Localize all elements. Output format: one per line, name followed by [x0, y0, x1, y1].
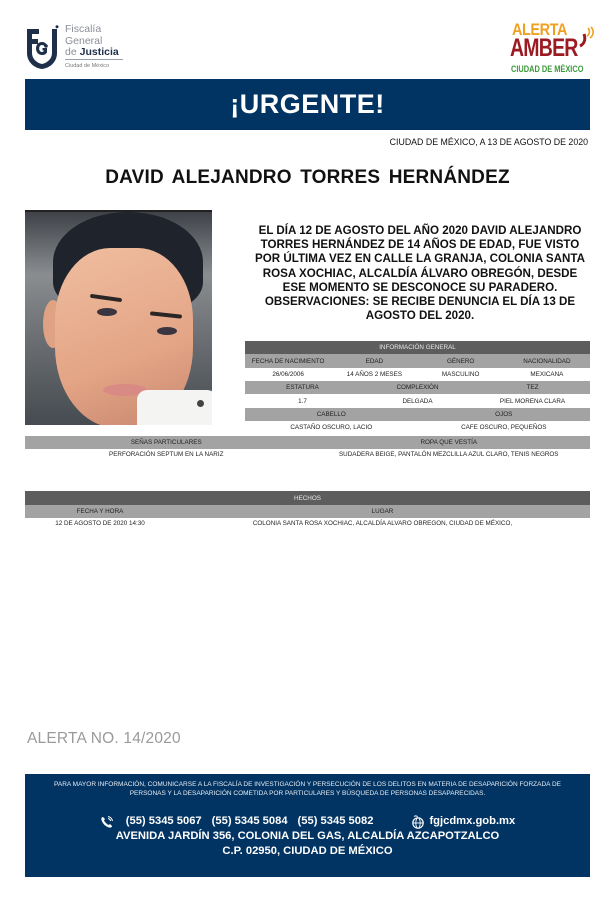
fgj-line3-bold: Justicia [79, 46, 119, 58]
info-row2-labels [245, 381, 590, 394]
label-distinguishing-marks: SEÑAS PARTICULARES [130, 439, 202, 446]
phone-icon [100, 815, 114, 829]
label-height: ESTATURA [286, 384, 319, 391]
fgj-line2: General [65, 34, 103, 47]
info-row1-labels [245, 354, 590, 368]
hechos-labels [25, 505, 590, 518]
amber-signal-icon [578, 26, 596, 48]
fgj-line1: Fiscalía [65, 23, 102, 35]
info-row4-values [25, 449, 590, 460]
fgj-shield-icon [25, 25, 59, 69]
fgj-subtitle: Ciudad de México [65, 63, 110, 69]
value-clothing: SUDADERA BEIGE, PANTALÓN MEZCLILLA AZUL CLARO, TENIS NEGROS [338, 451, 559, 458]
label-nationality: NACIONALIDAD [523, 357, 571, 365]
phone-1[interactable]: (55) 5345 5067 [125, 815, 202, 827]
value-gender: MASCULINO [441, 371, 480, 378]
value-place: COLONIA SANTA ROSA XOCHIAC, ALCALDÍA ALVARO OBREGON, CIUDAD DE MÉXICO, [252, 519, 513, 527]
case-description: EL DÍA 12 DE AGOSTO DEL AÑO 2020 DAVID ALEJANDRO TORRES HERNÁNDEZ DE 14 AÑOS DE EDAD, FUE VISTO POR ÚLTIMA VEZ EN CALLE LA GRANJA, COLONIA SANTA ROSA XOCHIAC, ALCALDÍA ÁLVARO OBREGÓN, DESDE ESE MOMENTO SE DESCONOCE SU PARADERO. OBSERVACIONES: SE RECIBE DENUNCIA EL DÍA 13 DE AGOSTO DEL 2020. [255, 224, 585, 323]
address-line1: AVENIDA JARDÍN 356, COLONIA DEL GAS, ALCALDÍA AZCAPOTZALCO [115, 830, 500, 842]
hechos-values [25, 518, 590, 528]
value-build: DELGADA [402, 397, 433, 405]
alerta-amber-logo [510, 20, 595, 78]
label-complexion: TEZ [526, 384, 539, 391]
info-general-title: INFORMACIÓN GENERAL [379, 344, 456, 351]
website-link[interactable] [383, 814, 515, 829]
phone-2[interactable]: (55) 5345 5084 [211, 815, 288, 827]
info-general-header [245, 341, 590, 354]
info-row1-values [245, 368, 590, 381]
fgj-line3 [65, 47, 119, 59]
label-place: LUGAR [371, 508, 394, 515]
value-birthdate: 26/06/2006 [272, 371, 304, 378]
value-nationality: MEXICANA [530, 371, 564, 378]
label-clothing: ROPA QUE VESTÍA [420, 439, 478, 446]
value-complexion: PIEL MORENA CLARA [499, 397, 566, 405]
footer-note: PARA MAYOR INFORMACIÓN, COMUNICARSE A LA FISCALÍA DE INVESTIGACIÓN Y PERSECUCIÓN DE LOS DELITOS EN MATERIA DE DESAPARICIÓN FORZADA DE PERSONAS Y LA DESAPARICIÓN COMETIDA POR PARTICULARES Y BÚSQUEDA DE PERSONAS DESAPARECIDAS. [54, 781, 561, 797]
contact-line [25, 814, 590, 829]
info-row4-labels [25, 436, 590, 449]
info-row2-values [245, 394, 590, 408]
contact-footer [25, 774, 590, 877]
info-row3-labels [245, 408, 590, 421]
label-hair: CABELLO [316, 411, 346, 418]
person-name: DAVID ALEJANDRO TORRES HERNÁNDEZ [105, 167, 510, 188]
label-datetime: FECHA Y HORA [76, 508, 124, 515]
label-age: EDAD [365, 357, 384, 365]
label-build: COMPLEXIÓN [396, 384, 439, 391]
banner-title: ¡URGENTE! [230, 89, 385, 119]
address-line2: C.P. 02950, CIUDAD DE MÉXICO [222, 845, 393, 857]
globe-icon [411, 815, 425, 829]
value-age: 14 AÑOS 2 MESES [346, 371, 403, 378]
alert-number: ALERTA NO. 14/2020 [27, 730, 181, 747]
amber-line3: CIUDAD DE MÉXICO [511, 64, 584, 75]
urgent-banner [25, 79, 590, 130]
phone-3[interactable]: (55) 5345 5082 [297, 815, 374, 827]
label-eyes: OJOS [495, 411, 513, 418]
value-hair: CASTAÑO OSCURO, LACIO [290, 424, 373, 431]
value-height: 1.7 [298, 397, 307, 405]
value-datetime: 12 DE AGOSTO DE 2020 14:30 [55, 519, 145, 527]
fgj-divider [65, 59, 123, 60]
amber-line2: AMBER [510, 34, 578, 62]
fgj-logo [25, 22, 155, 77]
info-row3-values [245, 421, 590, 434]
fgj-line3-prefix: de [65, 46, 77, 58]
website-text: fgjcdmx.gob.mx [429, 815, 516, 827]
label-birthdate: FECHA DE NACIMIENTO [251, 357, 325, 365]
hechos-title: HECHOS [294, 494, 321, 502]
footer-contacts [25, 814, 590, 859]
value-eyes: CAFE OSCURO, PEQUEÑOS [461, 424, 547, 431]
hechos-header [25, 491, 590, 505]
label-gender: GÉNERO [446, 357, 475, 365]
missing-person-photo [25, 210, 212, 425]
value-distinguishing-marks: PERFORACIÓN SEPTUM EN LA NARIZ [109, 451, 224, 458]
date-line: CIUDAD DE MÉXICO, A 13 DE AGOSTO DE 2020 [389, 137, 588, 147]
fgj-wordmark [65, 24, 119, 59]
amber-line1: ALERTA [512, 20, 567, 39]
